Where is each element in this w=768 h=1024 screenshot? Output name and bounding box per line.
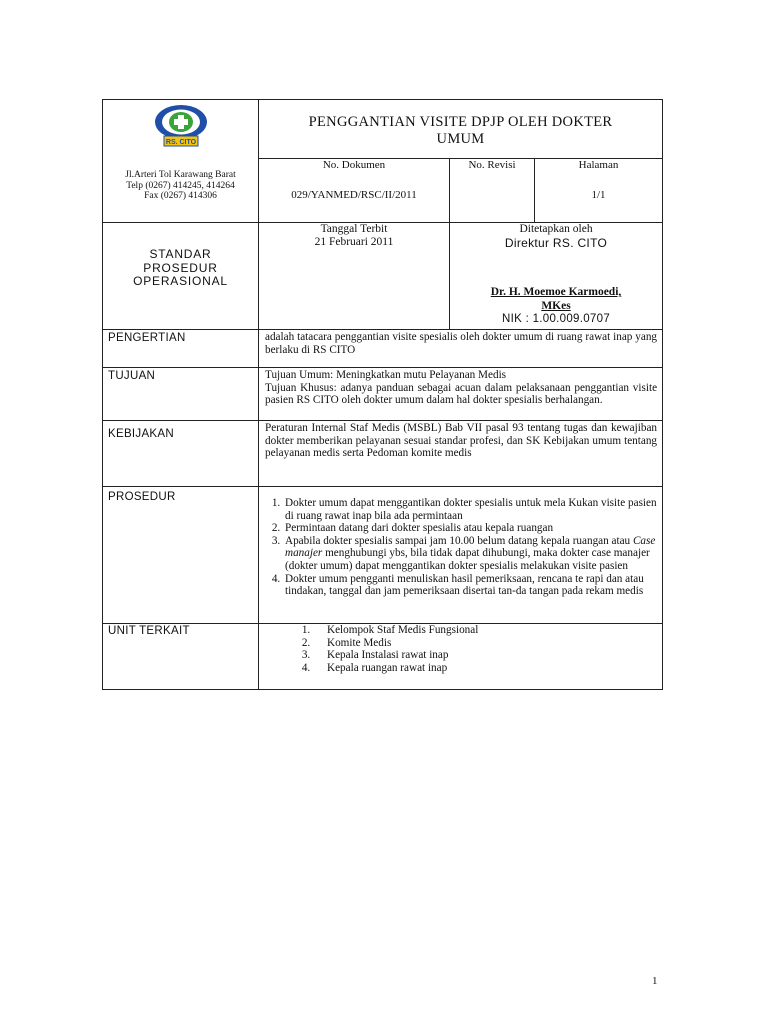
address-line: Jl.Arteri Tol Karawang Barat <box>125 170 236 180</box>
title-line-1: PENGGANTIAN VISITE DPJP OLEH DOKTER <box>308 114 613 130</box>
revision-label: No. Revisi <box>468 159 516 171</box>
prosedur-label: PROSEDUR <box>103 487 259 624</box>
doc-number-cell <box>259 159 450 223</box>
unit-item: 1. Kelompok Staf Medis Fungsional <box>313 624 657 637</box>
sop-label-line: OPERASIONAL <box>133 274 228 288</box>
pengertian-label: PENGERTIAN <box>103 330 259 368</box>
prosedur-steps <box>265 497 657 598</box>
title-line-2: UMUM <box>436 131 485 147</box>
nik-number: NIK : 1.00.009.0707 <box>502 313 611 325</box>
tujuan-cell <box>259 368 663 421</box>
fax-line: Fax (0267) 414306 <box>144 191 217 201</box>
step3-text-b: menghubungi ybs, bila tidak dapat dihubungi, maka dokter case manajer (dokter umum) dapat menggantikan dokter spesialis melakukan visite pasien <box>285 547 650 572</box>
page-cell <box>535 159 663 223</box>
hospital-address <box>103 150 258 202</box>
sop-label-line: PROSEDUR <box>143 260 218 275</box>
prosedur-step: 2. Permintaan datang dari dokter spesialis atau kepala ruangan <box>283 522 657 535</box>
unit-item: 3. Kepala Instalasi rawat inap <box>313 649 657 662</box>
doc-number-value: 029/YANMED/RSC/II/2011 <box>291 189 417 201</box>
tujuan-khusus: Tujuan Khusus: adanya panduan sebagai acuan dalam pelaksanaan penggantian visite pasien RS CITO oleh dokter umum dalam hal dokter spesialis berhalangan. <box>265 381 658 407</box>
hospital-logo <box>151 104 211 150</box>
unit-terkait-cell <box>259 624 663 690</box>
prosedur-step <box>283 535 657 573</box>
pengertian-text: adalah tatacara penggantian visite spesialis oleh dokter umum di ruang rawat inap yang berlaku di RS CITO <box>259 330 663 368</box>
document-title <box>259 100 663 159</box>
page-label: Halaman <box>578 159 619 171</box>
step3-italic: Case manajer <box>285 534 656 560</box>
issue-date-value: 21 Februari 2011 <box>314 236 394 248</box>
sop-label <box>103 223 259 330</box>
unit-item: 4. Kepala ruangan rawat inap <box>313 662 657 675</box>
step3-text-a: Apabila dokter spesialis sampai jam 10.00 belum datang kepala ruangan atau <box>285 534 631 547</box>
approved-label: Ditetapkan oleh <box>519 223 593 235</box>
sop-label-line: STANDAR <box>149 247 212 261</box>
unit-item: 2. Komite Medis <box>313 637 657 650</box>
revision-value <box>450 172 534 189</box>
signer-title: MKes <box>541 299 571 312</box>
sop-table <box>102 99 663 690</box>
page-number: 1 <box>652 975 658 987</box>
approval-cell <box>450 223 663 330</box>
issue-date-label: Tanggal Terbit <box>320 223 388 235</box>
prosedur-cell <box>259 487 663 624</box>
revision-cell <box>450 159 535 223</box>
page-value: 1/1 <box>591 189 606 201</box>
hospital-header-cell <box>103 100 259 223</box>
approved-by: Direktur RS. CITO <box>504 236 608 250</box>
doc-number-label: No. Dokumen <box>322 159 386 171</box>
signer-name: Dr. H. Moemoe Karmoedi, <box>490 286 622 298</box>
tujuan-umum: Tujuan Umum: Meningkatkan mutu Pelayanan Medis <box>265 369 507 381</box>
logo-text: RS. CITO <box>165 139 196 146</box>
unit-list <box>265 624 657 674</box>
kebijakan-text: Peraturan Internal Staf Medis (MSBL) Bab VII pasal 93 tentang tugas dan kewajiban dokter memberikan pelayanan sesuai standar profesi, dan SK Kebijakan umum tentang pelayanan medis serta Pedoman komite medis <box>259 421 663 487</box>
unit-terkait-label: UNIT TERKAIT <box>103 624 259 690</box>
phone-line: Telp (0267) 414245, 414264 <box>126 180 235 191</box>
tujuan-label: TUJUAN <box>103 368 259 421</box>
prosedur-step: 4. Dokter umum pengganti menuliskan hasil pemeriksaan, rencana te rapi dan atau tindakan, tanggal dan jam pemeriksaan disertai tan-da tangan pada rekam medis <box>283 573 657 598</box>
prosedur-step: 1. Dokter umum dapat menggantikan dokter spesialis untuk mela Kukan visite pasien di ruang rawat inap bila ada permintaan <box>283 497 657 522</box>
kebijakan-label: KEBIJAKAN <box>103 421 259 487</box>
issue-date-cell <box>259 223 450 330</box>
